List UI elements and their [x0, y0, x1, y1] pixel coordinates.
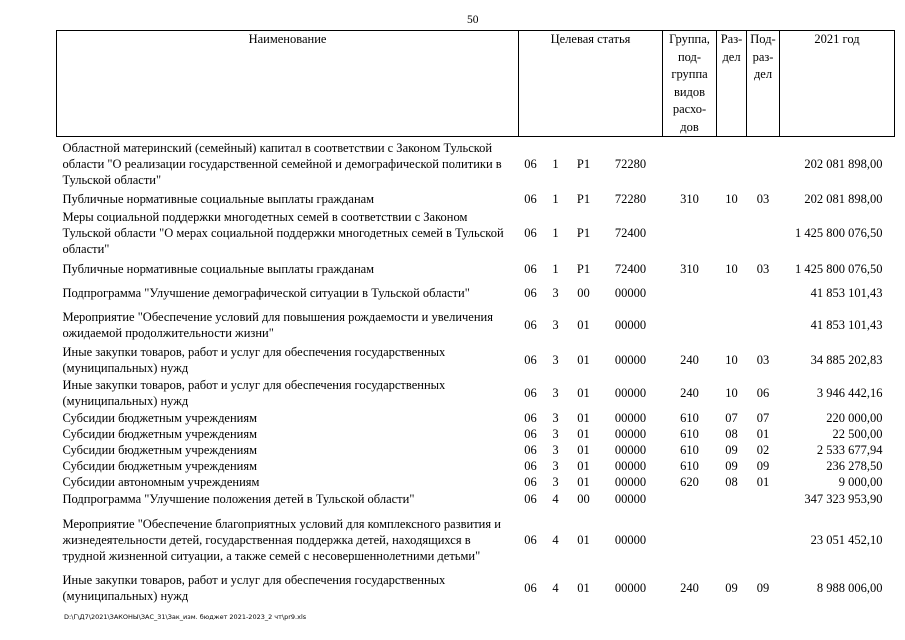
section: 08 [725, 426, 738, 441]
page-number: 50 [467, 14, 479, 26]
code-direction: 00000 [614, 285, 647, 300]
subsection: 03 [756, 353, 770, 367]
row-name: Иные закупки товаров, работ и услуг для обеспечения государственных (муниципальных) нужд [62, 345, 446, 375]
code-direction: 00000 [614, 474, 647, 489]
code-subprogram: 1 [552, 192, 559, 206]
code-subprogram: 4 [552, 532, 559, 547]
section: 10 [725, 386, 738, 400]
amount-2021: 347 323 953,90 [804, 491, 883, 506]
table-row [57, 191, 895, 208]
code-subprogram: 1 [552, 261, 559, 276]
code-event: Р1 [576, 225, 591, 240]
table-row [57, 508, 895, 572]
header-target: Целевая статья [519, 31, 663, 137]
code-program: 06 [524, 317, 537, 332]
subsection: 02 [756, 442, 770, 457]
section [717, 508, 747, 572]
subsection [747, 280, 780, 306]
code-program: 06 [524, 353, 537, 367]
amount-2021: 34 885 202,83 [810, 353, 883, 367]
expense-group: 610 [680, 442, 699, 457]
expense-group: 240 [680, 353, 699, 367]
row-name: Субсидии автономным учреждениям [62, 474, 260, 489]
code-event: 01 [577, 410, 590, 425]
amount-2021: 41 853 101,43 [810, 285, 883, 300]
header-subsection: Под- раз- дел [747, 31, 780, 137]
amount-2021: 23 051 452,10 [810, 532, 883, 547]
code-program: 06 [524, 410, 537, 425]
amount-2021: 220 000,00 [826, 410, 883, 425]
table-row [57, 344, 895, 377]
code-program: 06 [524, 491, 537, 506]
code-direction: 00000 [614, 426, 647, 441]
header-group: Группа, под- группа видов расхо- дов [663, 31, 717, 137]
code-direction: 00000 [614, 532, 647, 547]
expense-group: 610 [680, 426, 699, 441]
code-event: 01 [577, 386, 590, 400]
table-row [57, 137, 895, 191]
code-direction: 72280 [614, 156, 647, 171]
expense-group [663, 280, 717, 306]
code-event: 01 [577, 442, 590, 457]
code-subprogram: 3 [552, 474, 559, 489]
table-body [57, 137, 895, 605]
code-program: 06 [524, 458, 537, 473]
table-header-row [57, 31, 895, 137]
code-direction: 00000 [614, 458, 647, 473]
row-name: Областной материнский (семейный) капитал в соответствии с Законом Тульской области "О реализации государственной семейной и демографической политики в Тульской области" [62, 140, 502, 187]
section: 09 [725, 581, 738, 595]
amount-2021: 1 425 800 076,50 [795, 225, 883, 240]
expense-group: 610 [680, 410, 699, 425]
row-name: Иные закупки товаров, работ и услуг для обеспечения государственных (муниципальных) нужд [62, 378, 446, 408]
code-event: 01 [577, 353, 590, 367]
expense-group: 620 [680, 474, 699, 489]
subsection: 01 [756, 426, 770, 441]
code-direction: 00000 [614, 581, 647, 595]
code-subprogram: 3 [552, 410, 559, 425]
header-name: Наименование [57, 31, 519, 137]
code-program: 06 [524, 426, 537, 441]
section [717, 280, 747, 306]
row-name: Субсидии бюджетным учреждениям [62, 458, 258, 473]
code-event: 01 [577, 581, 590, 595]
subsection [747, 208, 780, 258]
code-direction: 72280 [614, 192, 647, 206]
row-name: Публичные нормативные социальные выплаты гражданам [62, 192, 375, 206]
amount-2021: 202 081 898,00 [804, 156, 883, 171]
code-event: 01 [577, 532, 590, 547]
code-program: 06 [524, 581, 537, 595]
code-subprogram: 1 [552, 225, 559, 240]
subsection [747, 137, 780, 191]
row-name: Меры социальной поддержки многодетных семей в соответствии с Законом Тульской области "О мерах социальной поддержки многодетных семей в Тульской области" [62, 209, 504, 256]
expense-group: 610 [680, 458, 699, 473]
header-section: Раз- дел [717, 31, 747, 137]
expense-group [663, 208, 717, 258]
code-program: 06 [524, 192, 537, 206]
code-program: 06 [524, 225, 537, 240]
code-subprogram: 1 [552, 156, 559, 171]
subsection: 06 [756, 386, 770, 400]
code-subprogram: 3 [552, 317, 559, 332]
subsection: 03 [756, 261, 770, 276]
expense-group [663, 306, 717, 344]
table-row [57, 474, 895, 490]
amount-2021: 3 946 442,16 [816, 386, 883, 400]
code-direction: 00000 [614, 386, 647, 400]
code-event: Р1 [576, 192, 591, 206]
table-row [57, 410, 895, 426]
section [717, 306, 747, 344]
amount-2021: 9 000,00 [838, 474, 883, 489]
subsection: 03 [756, 192, 770, 206]
section [717, 137, 747, 191]
amount-2021: 236 278,50 [826, 458, 883, 473]
code-direction: 00000 [614, 491, 647, 506]
code-program: 06 [524, 285, 537, 300]
code-subprogram: 3 [552, 386, 559, 400]
code-direction: 00000 [614, 317, 647, 332]
code-subprogram: 4 [552, 491, 559, 506]
table-row [57, 490, 895, 508]
code-subprogram: 3 [552, 353, 559, 367]
expense-group: 310 [680, 192, 699, 206]
table-row [57, 280, 895, 306]
expense-group [663, 508, 717, 572]
code-event: Р1 [576, 261, 591, 276]
table-row [57, 377, 895, 410]
section [717, 208, 747, 258]
section: 10 [725, 353, 738, 367]
row-name: Мероприятие "Обеспечение условий для повышения рождаемости и увеличения ожидаемой продолжительности жизни" [62, 309, 493, 340]
table-row [57, 426, 895, 442]
section: 08 [725, 474, 738, 489]
table-row [57, 458, 895, 474]
amount-2021: 22 500,00 [832, 426, 883, 441]
expense-group [663, 490, 717, 508]
code-event: 00 [577, 491, 590, 506]
file-path-footer: D:\Г\Д7\2021\ЗАКОНЫ\ЗАС_31\Зак_изм. бюджет 2021-2023_2 чт\pr9.xls [64, 613, 307, 621]
section: 10 [725, 192, 738, 206]
header-year: 2021 год [780, 31, 895, 137]
code-program: 06 [524, 532, 537, 547]
table-row [57, 306, 895, 344]
code-subprogram: 3 [552, 442, 559, 457]
table-row [57, 258, 895, 280]
code-program: 06 [524, 474, 537, 489]
amount-2021: 202 081 898,00 [804, 192, 883, 206]
code-program: 06 [524, 156, 537, 171]
code-event: 00 [577, 285, 590, 300]
amount-2021: 2 533 677,94 [816, 442, 883, 457]
row-name: Субсидии бюджетным учреждениям [62, 426, 258, 441]
expense-group: 240 [680, 386, 699, 400]
subsection [747, 490, 780, 508]
table-row [57, 208, 895, 258]
row-name: Публичные нормативные социальные выплаты гражданам [62, 261, 375, 276]
code-program: 06 [524, 442, 537, 457]
expense-group: 240 [680, 581, 699, 595]
section: 09 [725, 458, 738, 473]
code-event: 01 [577, 426, 590, 441]
row-name: Субсидии бюджетным учреждениям [62, 442, 258, 457]
section: 09 [725, 442, 738, 457]
budget-table [56, 30, 895, 605]
code-direction: 72400 [614, 261, 647, 276]
code-event: 01 [577, 317, 590, 332]
expense-group: 310 [680, 261, 699, 276]
code-event: Р1 [576, 156, 591, 171]
code-direction: 00000 [614, 353, 647, 367]
amount-2021: 1 425 800 076,50 [795, 261, 883, 276]
code-subprogram: 3 [552, 458, 559, 473]
subsection: 07 [756, 410, 770, 425]
section: 07 [725, 410, 738, 425]
code-direction: 72400 [614, 225, 647, 240]
table-row [57, 442, 895, 458]
expense-group [663, 137, 717, 191]
section: 10 [725, 261, 738, 276]
amount-2021: 41 853 101,43 [810, 317, 883, 332]
subsection [747, 508, 780, 572]
code-direction: 00000 [614, 442, 647, 457]
subsection: 09 [756, 458, 770, 473]
section [717, 490, 747, 508]
row-name: Мероприятие "Обеспечение благоприятных условий для комплексного развития и жизнедеятельности детей, государственная поддержка детей, находящихся в трудной жизненной ситуации, а также семей с несовершеннолетними детьми" [62, 516, 501, 563]
subsection [747, 306, 780, 344]
amount-2021: 8 988 006,00 [816, 581, 883, 595]
row-name: Субсидии бюджетным учреждениям [62, 410, 258, 425]
row-name: Иные закупки товаров, работ и услуг для обеспечения государственных (муниципальных) нужд [62, 573, 446, 603]
row-name: Подпрограмма "Улучшение положения детей в Тульской области" [62, 491, 415, 506]
code-direction: 00000 [614, 410, 647, 425]
code-program: 06 [524, 261, 537, 276]
subsection: 01 [756, 474, 770, 489]
code-subprogram: 3 [552, 285, 559, 300]
table-row [57, 572, 895, 605]
code-event: 01 [577, 458, 590, 473]
subsection: 09 [756, 581, 770, 595]
row-name: Подпрограмма "Улучшение демографической ситуации в Тульской области" [62, 285, 470, 300]
code-event: 01 [577, 474, 590, 489]
code-program: 06 [524, 386, 537, 400]
code-subprogram: 3 [552, 426, 559, 441]
code-subprogram: 4 [552, 581, 559, 595]
